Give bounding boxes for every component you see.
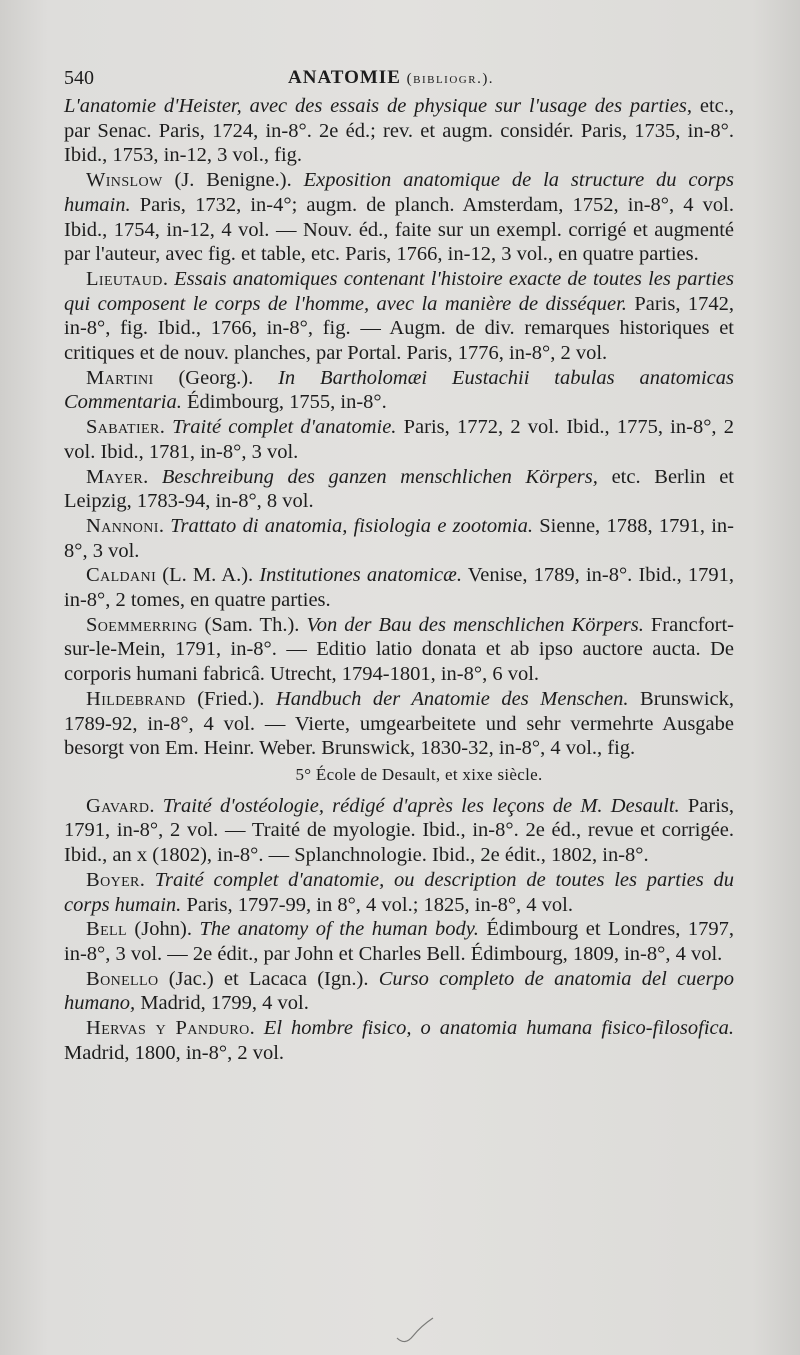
entry-details: Édimbourg, 1755, in-8°. [181, 391, 387, 414]
entry-title: Traité complet d'anatomie. [172, 416, 397, 439]
entry-details: Paris, 1797-99, in 8°, 4 vol.; 1825, in-8°, 4 vol. [181, 893, 573, 916]
running-title [288, 67, 494, 89]
bibliography-entry [64, 267, 734, 366]
page-number: 540 [64, 67, 94, 89]
entry-title: L'anatomie d'Heister, avec des essais de physique sur l'usage des parties [64, 95, 687, 117]
entry-author-suffix: . [158, 514, 171, 537]
entry-author-suffix: (Georg.). [153, 366, 279, 389]
entry-details: Édimbourg et Londres, 1797, in-8°, 3 vol. — 2e édit., par John et Charles Bell. Édimbourg, 1809, in-8°, 4 vol. [64, 918, 734, 965]
entry-author: Nannoni [86, 514, 159, 537]
entry-author-suffix: . [149, 794, 163, 817]
entry-author-suffix: (J. Benigne.). [162, 169, 304, 192]
entry-author-suffix: (Jac.) et Lacaca (Ign.). [158, 967, 379, 990]
entry-details: Madrid, 1800, in-8°, 2 vol. [64, 1041, 285, 1064]
bibliography-entry [64, 514, 734, 563]
entry-author: Gavard [86, 794, 150, 817]
page-header [64, 63, 734, 91]
entry-author-suffix: . [139, 868, 155, 891]
entry-title: Essais anatomiques contenant l'histoire exacte de toutes les parties qui composent le corps de l'homme, avec la manière de disséquer. [64, 267, 735, 315]
entry-author-suffix: (John). [126, 918, 200, 941]
entry-title: Institutiones anatomicæ. [259, 564, 462, 587]
entry-author: Bonello [86, 967, 159, 990]
entry-details: Madrid, 1799, 4 vol. [135, 992, 309, 1015]
entry-details: Paris, 1732, in-4°; augm. de planch. Amsterdam, 1752, in-8°, 4 vol. Ibid., 1754, in-12, 4 vol. — Nouv. éd., faite sur un exempl. corrigé et augmenté par l'auteur, avec fig. et table, etc. Paris, 1766, in-12, 3 vol., en quatre parties. [64, 193, 734, 266]
entry-author-suffix: . [159, 416, 173, 439]
bibliography-entry [64, 1016, 734, 1065]
bibliography-entries [64, 94, 734, 1065]
bibliography-entry [64, 465, 734, 514]
section-heading: 5° École de Desault, et xixe siècle. [295, 764, 543, 784]
entry-title: Handbuch der Anatomie des Menschen. [275, 687, 629, 710]
entry-author: Mayer [86, 465, 144, 488]
bibliography-entry [64, 94, 734, 168]
entry-title: Traité complet d'anatomie, ou description de toutes les parties du corps humain. [64, 868, 735, 916]
entry-author: Martini [86, 366, 154, 389]
running-title-sub: (bibliogr.). [406, 71, 495, 87]
pen-mark [395, 1316, 435, 1346]
bibliography-entry [64, 687, 734, 761]
entry-author: Sabatier [86, 416, 160, 439]
entry-title: Beschreibung des ganzen menschlichen Körpers, [161, 465, 598, 488]
entry-author-suffix: (Sam. Th.). [197, 613, 307, 636]
entry-author: Boyer [86, 868, 140, 891]
bibliography-entry [64, 366, 734, 415]
bibliography-entry [64, 168, 734, 267]
entry-details: , etc., par Senac. Paris, 1724, in-8°. 2e éd.; rev. et augm. considér. Paris, 1735, in-8°. Ibid., 1753, in-12, 3 vol., fig. [64, 95, 734, 167]
entry-author-suffix: . [162, 267, 175, 290]
running-title-main: ANATOMIE [288, 67, 401, 88]
entry-details: Sienne, 1788, 1791, in-8°, 3 vol. [64, 514, 734, 562]
entry-details: Francfort-sur-le-Mein, 1791, in-8°. — Editio latio donata et ab ipso auctore aucta. De corporis humani fabricâ. Utrecht, 1794-1801, in-8°, 6 vol. [64, 613, 734, 686]
bibliography-entry [64, 613, 734, 687]
entry-title: Traité d'ostéologie, rédigé d'après les leçons de M. Desault. [162, 794, 680, 817]
entry-author: Soemmerring [86, 613, 198, 636]
entry-author: Winslow [86, 169, 163, 192]
entry-author: Caldani [86, 564, 157, 587]
bibliography-entry [64, 563, 734, 612]
entry-title: Exposition anatomique de la structure du corps humain. [64, 169, 734, 216]
entry-author-suffix: . [143, 465, 162, 488]
entry-details: Brunswick, 1789-92, in-8°, 4 vol. — Vierte, umgearbeitete und sehr vermehrte Ausgabe besorgt von Em. Heinr. Weber. Brunswick, 1830-32, in-8°, 4 vol., fig. [64, 687, 734, 760]
entry-details: Paris, 1742, in-8°, fig. Ibid., 1766, in-8°, fig. — Augm. de div. remarques historiques et critiques et de nouv. planches, par Portal. Paris, 1776, in-8°, 2 vol. [64, 292, 735, 365]
bibliography-entry [64, 794, 734, 868]
entry-details: etc. Berlin et Leipzig, 1783-94, in-8°, 8 vol. [64, 465, 734, 513]
bibliography-entry [64, 868, 734, 917]
entry-author: Lieutaud [86, 267, 163, 290]
entry-author: Hervas y Panduro [86, 1017, 250, 1040]
entry-details: Venise, 1789, in-8°. Ibid., 1791, in-8°, 2 tomes, en quatre parties. [64, 564, 735, 612]
entry-title: The anatomy of the human body. [199, 918, 479, 941]
entry-author-suffix: . [249, 1017, 264, 1040]
entry-details: Paris, 1791, in-8°, 2 vol. — Traité de myologie. Ibid., in-8°. 2e éd., revue et corrigée. Ibid., an x (1802), in-8°. — Splanchnologie. Ibid., 2e édit., 1802, in-8°. [64, 794, 735, 867]
entry-author: Bell [86, 918, 127, 941]
entry-details: Paris, 1772, 2 vol. Ibid., 1775, in-8°, 2 vol. Ibid., 1781, in-8°, 3 vol. [64, 416, 734, 463]
bibliography-entry [64, 917, 734, 966]
entry-title: In Bartholomæi Eustachii tabulas anatomicas Commentaria. [64, 366, 735, 414]
entry-author-suffix: (Fried.). [185, 687, 276, 710]
entry-author-suffix: (L. M. A.). [156, 564, 260, 587]
bibliography-entry [64, 415, 734, 464]
entry-title: El hombre fisico, o anatomia humana fisico-filosofica. [263, 1017, 735, 1040]
bibliography-entry [64, 967, 734, 1016]
entry-title: Curso completo de anatomia del cuerpo humano, [64, 967, 734, 1015]
entry-author: Hildebrand [86, 687, 186, 710]
entry-title: Von der Bau des menschlichen Körpers. [306, 613, 644, 636]
entry-title: Trattato di anatomia, fisiologia e zootomia. [170, 514, 533, 537]
